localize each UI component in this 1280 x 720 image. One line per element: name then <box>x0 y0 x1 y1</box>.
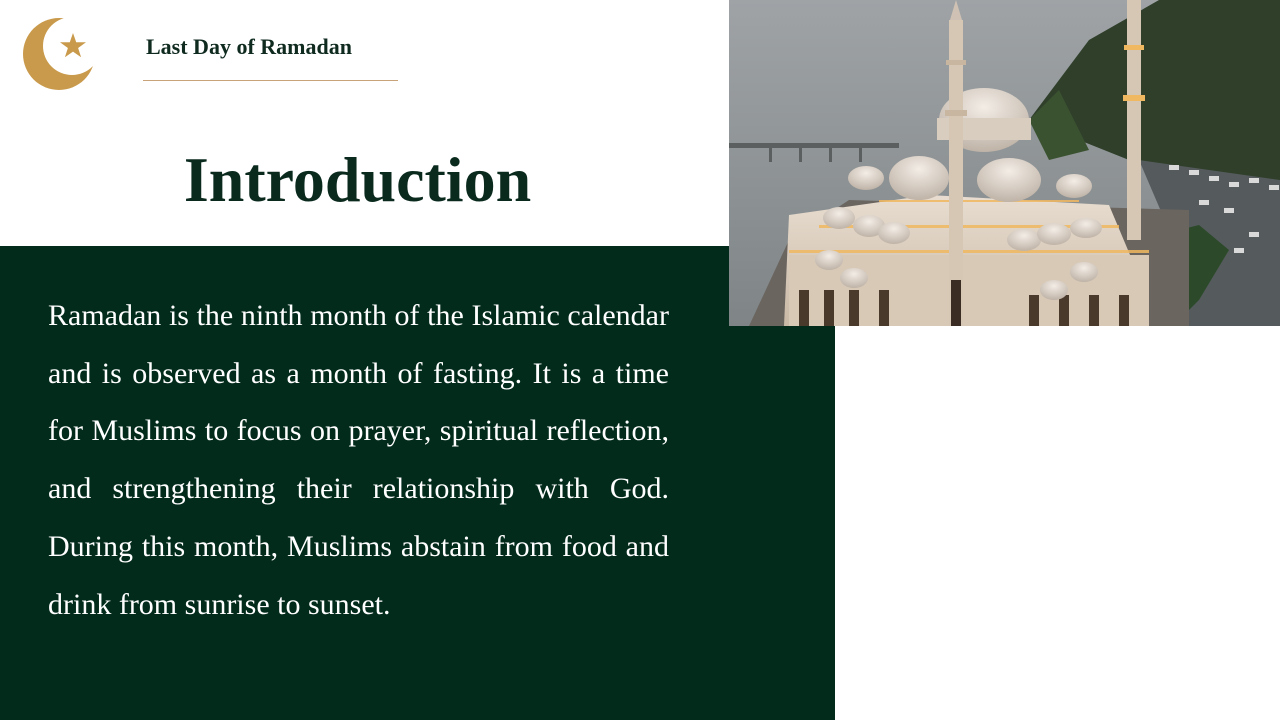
header-title: Last Day of Ramadan <box>146 34 352 59</box>
header-divider <box>143 80 398 81</box>
crescent-star-icon <box>22 16 98 94</box>
intro-paragraph: Ramadan is the ninth month of the Islamic calendar and is observed as a month of fasting. It is a time for Muslims to focus on prayer, spiritual reflection, and strengthening their relationship with God. During this month, Muslims abstain from food and drink from sunrise to sunset. <box>48 299 669 621</box>
page-title: Introduction <box>183 144 532 215</box>
mosque-photo <box>729 0 1280 326</box>
